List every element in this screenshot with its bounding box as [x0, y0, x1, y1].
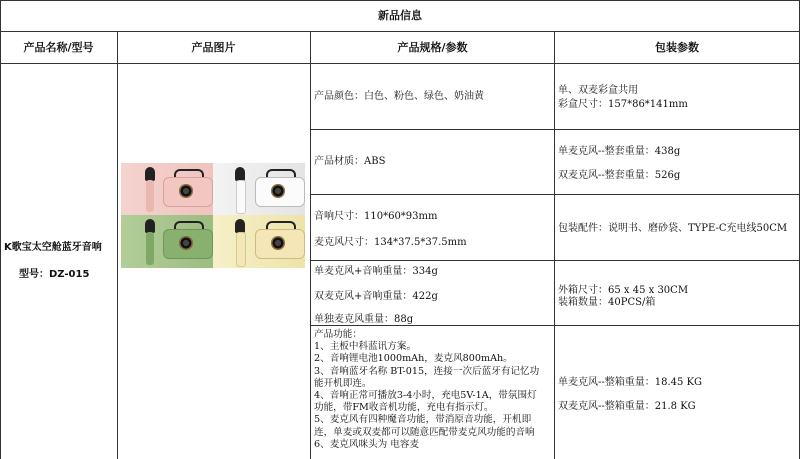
- header-product-spec: 产品规格/参数: [397, 41, 468, 54]
- spec-color: 产品颜色：白色、粉色、绿色、奶油黄: [314, 91, 484, 102]
- spec-weight-mic: 单独麦克风重量：88g: [314, 314, 414, 325]
- product-model: 型号：DZ-015: [19, 269, 90, 280]
- product-name: K歌宝太空舱蓝牙音响: [4, 242, 102, 253]
- pack-carton-qty: 装箱数量：40PCS/箱: [558, 297, 656, 308]
- col-divider-1: [117, 31, 118, 459]
- pack-row-line-4: [554, 325, 800, 326]
- pack-box-size: 彩盒尺寸：157*86*141mm: [558, 99, 688, 110]
- variant-pink: [121, 163, 213, 215]
- spec-mic-size: 麦克风尺寸：134*37.5*37.5mm: [314, 237, 467, 248]
- product-photo: [121, 163, 305, 268]
- spec-weight-single: 单麦克风+音响重量：334g: [314, 266, 438, 277]
- header-packaging: 包装参数: [655, 41, 699, 54]
- header-divider: [0, 63, 800, 64]
- table-border-top: [0, 0, 800, 1]
- table-border-left: [0, 0, 1, 459]
- pack-row-line-1: [554, 129, 800, 130]
- title-divider: [0, 31, 800, 32]
- spec-speaker-size: 音响尺寸：110*60*93mm: [314, 211, 438, 222]
- pack-carton-weight-single: 单麦克风--整箱重量：18.45 KG: [558, 377, 703, 388]
- variant-white: [213, 163, 305, 215]
- spec-material: 产品材质：ABS: [314, 156, 386, 167]
- pack-set-weight-single: 单麦克风--整套重量：438g: [558, 146, 681, 157]
- pack-row-line-3: [554, 260, 800, 261]
- header-product-image: 产品图片: [191, 41, 236, 54]
- pack-set-weight-double: 双麦克风--整套重量：526g: [558, 170, 681, 181]
- col-divider-2: [310, 31, 311, 459]
- spec-row-line-3: [310, 260, 555, 261]
- spec-weight-double: 双麦克风+音响重量：422g: [314, 291, 438, 302]
- table-title: 新品信息: [378, 9, 422, 22]
- col-divider-3: [554, 31, 555, 459]
- pack-box-shared: 单、双麦彩盒共用: [558, 85, 638, 96]
- spec-row-line-2: [310, 194, 555, 195]
- header-product-name: 产品名称/型号: [23, 41, 94, 54]
- spec-functions: 产品功能： 1、主板中科蓝讯方案。 2、音响锂电池1000mAh，麦克风800mAh。 3、音响蓝牙名称 BT-015，连接一次后蓝牙有记忆功 能开机即连。 4、音响正常可播放3-4小时，充电5V-1A，带氛围灯 功能，带FM收音机功能，充电有指示灯。 5、麦克风有四种魔音功能，带消原音功能，开机即 连，单麦或双麦都可以随意匹配带麦克风功能的音响 6、麦克风咪头为 电容麦: [314, 329, 540, 450]
- variant-green: [121, 215, 213, 268]
- pack-carton-weight-double: 双麦克风--整箱重量：21.8 KG: [558, 401, 696, 412]
- pack-accessories: 包装配件：说明书、磨砂袋、TYPE-C充电线50CM: [558, 223, 788, 234]
- spec-row-line-1: [310, 129, 555, 130]
- pack-row-line-2: [554, 194, 800, 195]
- pack-carton-size: 外箱尺寸：65 x 45 x 30CM: [558, 285, 689, 296]
- variant-cream: [213, 215, 305, 268]
